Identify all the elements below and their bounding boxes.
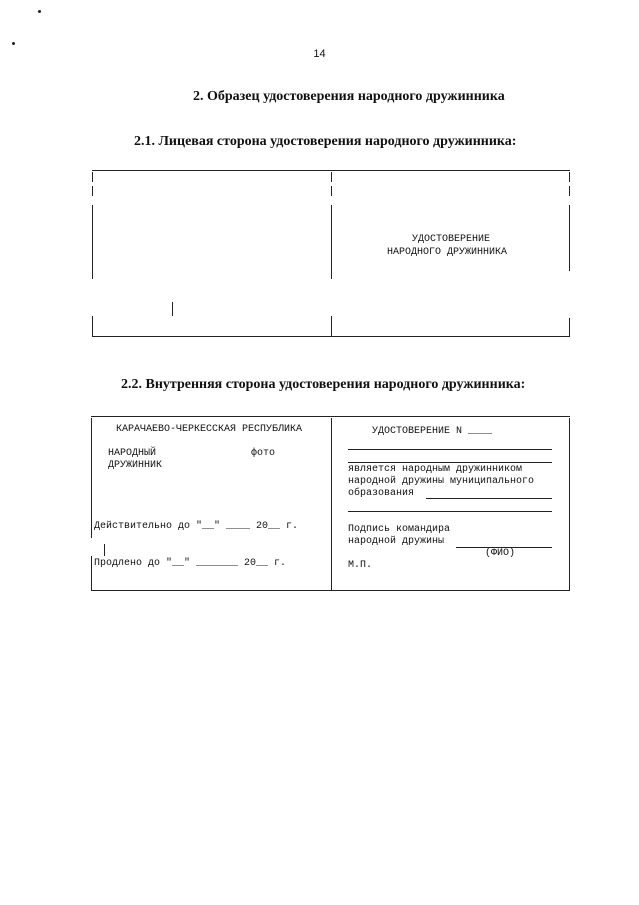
front-left-border	[92, 186, 93, 196]
front-right-border	[569, 318, 570, 336]
blank-line	[348, 462, 552, 463]
member-line2: народной дружины муниципального	[348, 476, 535, 487]
blank-line	[426, 498, 552, 499]
front-left-border	[92, 205, 93, 279]
signature-line1: Подпись командира	[348, 524, 451, 535]
inside-heading: 2.2. Внутренняя сторона удостоверения народного дружинника:	[121, 377, 526, 392]
front-center-divider	[331, 186, 332, 196]
extended-until: Продлено до "__" _______ 20__ г.	[94, 558, 287, 569]
front-center-divider	[331, 205, 332, 279]
front-bottom-border	[92, 336, 570, 337]
republic-name: КАРАЧАЕВО-ЧЕРКЕССКАЯ РЕСПУБЛИКА	[116, 424, 303, 435]
inside-left-border	[91, 556, 92, 590]
inside-right-border	[569, 418, 570, 590]
scan-speck	[38, 10, 41, 13]
front-top-border	[92, 170, 570, 171]
stamp-placeholder: М.П.	[348, 560, 373, 571]
inside-top-border	[91, 416, 570, 417]
role-line1: НАРОДНЫЙ	[108, 448, 157, 459]
fio-label: (ФИО)	[485, 548, 516, 559]
front-right-border	[569, 186, 570, 196]
inside-bottom-border	[91, 590, 570, 591]
front-center-divider	[331, 316, 332, 336]
front-left-border	[92, 316, 93, 336]
inside-center-divider	[331, 418, 332, 590]
front-right-border	[569, 172, 570, 182]
role-line2: ДРУЖИННИК	[108, 460, 163, 471]
section-title: 2. Образец удостоверения народного дружинника	[193, 89, 505, 104]
photo-placeholder: фото	[251, 448, 276, 459]
signature-line2: народной дружины	[348, 536, 445, 547]
front-title-line1: УДОСТОВЕРЕНИЕ	[412, 234, 491, 245]
member-line3: образования	[348, 488, 415, 499]
front-center-divider	[331, 172, 332, 182]
certificate-number: УДОСТОВЕРЕНИЕ N ____	[372, 426, 493, 437]
inside-stray-mark	[104, 544, 105, 556]
front-left-border	[92, 172, 93, 182]
blank-line	[348, 449, 552, 450]
front-stray-mark	[172, 302, 173, 316]
member-line1: является народным дружинником	[348, 464, 523, 475]
front-right-border	[569, 205, 570, 271]
page-number: 14	[313, 48, 326, 60]
front-heading: 2.1. Лицевая сторона удостоверения народного дружинника:	[134, 134, 517, 149]
valid-until: Действительно до "__" ____ 20__ г.	[94, 521, 299, 532]
inside-left-border	[91, 418, 92, 538]
front-title-line2: НАРОДНОГО ДРУЖИННИКА	[387, 247, 508, 258]
blank-line	[348, 511, 552, 512]
scan-speck	[12, 42, 15, 45]
